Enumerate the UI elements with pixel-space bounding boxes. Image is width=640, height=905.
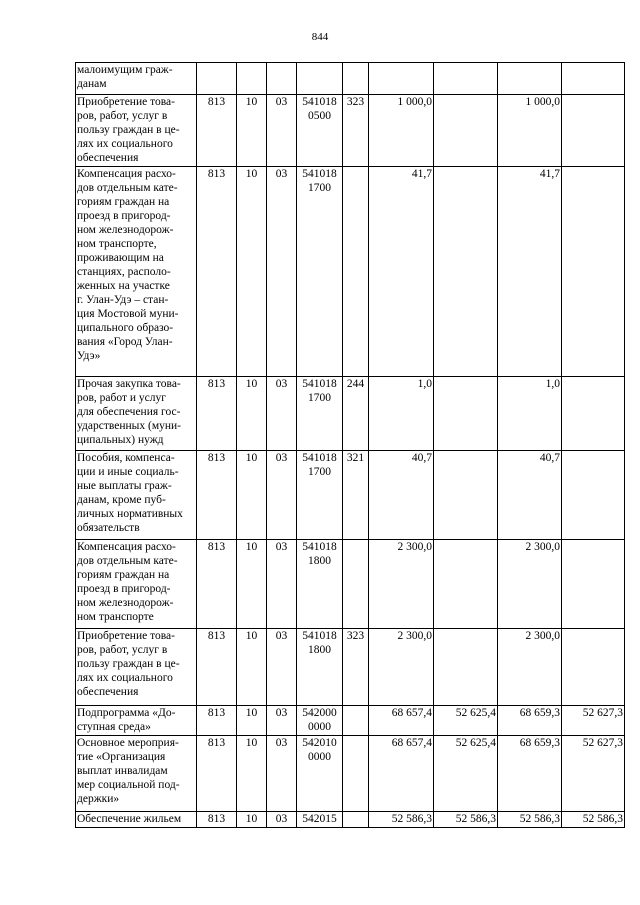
sum-cell: 1,0: [369, 377, 434, 451]
sum-cell: 68 657,4: [369, 736, 434, 812]
rz-cell: 10: [237, 451, 267, 540]
csr-cell: [297, 63, 343, 95]
ved-cell: 813: [197, 736, 237, 812]
sum-cell: 2 300,0: [498, 540, 562, 629]
sum-cell: [434, 540, 498, 629]
sum-cell: 68 659,3: [498, 736, 562, 812]
sum-cell: 52 586,3: [434, 812, 498, 828]
vr-cell: 323: [343, 95, 369, 167]
pr-cell: 03: [267, 167, 297, 377]
vr-cell: 323: [343, 629, 369, 706]
sum-cell: 68 659,3: [498, 706, 562, 736]
row-name-cell: Пособия, компенса- ции и иные социаль- ные выплаты граж- данам, кроме пуб- личных нормативных обязательств: [76, 451, 197, 540]
rz-cell: 10: [237, 95, 267, 167]
sum-cell: 68 657,4: [369, 706, 434, 736]
budget-table: [75, 62, 625, 828]
csr-cell: 542010 0000: [297, 736, 343, 812]
sum-cell: 52 625,4: [434, 736, 498, 812]
sum-cell: 52 625,4: [434, 706, 498, 736]
table-row: [76, 451, 625, 540]
sum-cell: 1 000,0: [369, 95, 434, 167]
sum-cell: [498, 63, 562, 95]
ved-cell: 813: [197, 706, 237, 736]
row-name-cell: малоимущим граж- данам: [76, 63, 197, 95]
table-row: [76, 540, 625, 629]
sum-cell: 2 300,0: [369, 629, 434, 706]
sum-cell: [562, 95, 625, 167]
csr-cell: 541018 0500: [297, 95, 343, 167]
ved-cell: 813: [197, 451, 237, 540]
rz-cell: 10: [237, 167, 267, 377]
ved-cell: 813: [197, 95, 237, 167]
vr-cell: [343, 736, 369, 812]
rz-cell: 10: [237, 706, 267, 736]
sum-cell: 2 300,0: [369, 540, 434, 629]
vr-cell: [343, 540, 369, 629]
sum-cell: [434, 451, 498, 540]
budget-table-body: [76, 63, 625, 828]
csr-cell: 542015: [297, 812, 343, 828]
pr-cell: 03: [267, 736, 297, 812]
table-row: [76, 736, 625, 812]
ved-cell: 813: [197, 540, 237, 629]
row-name-cell: Приобретение това- ров, работ, услуг в пользу граждан в це- лях их социального обеспечения: [76, 629, 197, 706]
sum-cell: 52 586,3: [369, 812, 434, 828]
table-row: [76, 63, 625, 95]
row-name-cell: Компенсация расхо- дов отдельным кате- гориям граждан на проезд в пригород- ном железнодорож- ном транспорте, проживающим на станциях, располо- женных на участке г. Улан-Удэ – стан- ция Мостовой муни- ципального образо- вания «Город Улан- Удэ»: [76, 167, 197, 377]
sum-cell: [434, 629, 498, 706]
csr-cell: 542000 0000: [297, 706, 343, 736]
table-row: [76, 377, 625, 451]
vr-cell: [343, 812, 369, 828]
sum-cell: 52 627,3: [562, 736, 625, 812]
sum-cell: 41,7: [369, 167, 434, 377]
ved-cell: 813: [197, 377, 237, 451]
ved-cell: [197, 63, 237, 95]
vr-cell: 244: [343, 377, 369, 451]
rz-cell: 10: [237, 629, 267, 706]
ved-cell: 813: [197, 629, 237, 706]
rz-cell: 10: [237, 736, 267, 812]
vr-cell: [343, 167, 369, 377]
sum-cell: [434, 63, 498, 95]
sum-cell: [434, 95, 498, 167]
row-name-cell: Обеспечение жильем: [76, 812, 197, 828]
page-number: 844: [311, 31, 329, 43]
ved-cell: 813: [197, 167, 237, 377]
sum-cell: 40,7: [369, 451, 434, 540]
sum-cell: [562, 377, 625, 451]
vr-cell: 321: [343, 451, 369, 540]
csr-cell: 541018 1800: [297, 540, 343, 629]
row-name-cell: Прочая закупка това- ров, работ и услуг для обеспечения гос- ударственных (муни- ципальных) нужд: [76, 377, 197, 451]
rz-cell: 10: [237, 812, 267, 828]
sum-cell: 41,7: [498, 167, 562, 377]
csr-cell: 541018 1800: [297, 629, 343, 706]
table-row: [76, 167, 625, 377]
row-name-cell: Основное мероприя- тие «Организация выплат инвалидам мер социальной под- держки»: [76, 736, 197, 812]
sum-cell: [562, 63, 625, 95]
rz-cell: 10: [237, 377, 267, 451]
sum-cell: 1,0: [498, 377, 562, 451]
pr-cell: 03: [267, 706, 297, 736]
row-name-cell: Приобретение това- ров, работ, услуг в пользу граждан в це- лях их социального обеспечения: [76, 95, 197, 167]
csr-cell: 541018 1700: [297, 377, 343, 451]
sum-cell: [369, 63, 434, 95]
sum-cell: 2 300,0: [498, 629, 562, 706]
rz-cell: 10: [237, 540, 267, 629]
rz-cell: [237, 63, 267, 95]
sum-cell: [434, 377, 498, 451]
table-row: [76, 95, 625, 167]
sum-cell: [562, 451, 625, 540]
csr-cell: 541018 1700: [297, 167, 343, 377]
row-name-cell: Компенсация расхо- дов отдельным кате- гориям граждан на проезд в пригород- ном железнодорож- ном транспорте: [76, 540, 197, 629]
pr-cell: 03: [267, 629, 297, 706]
sum-cell: 1 000,0: [498, 95, 562, 167]
pr-cell: 03: [267, 812, 297, 828]
sum-cell: [562, 167, 625, 377]
vr-cell: [343, 706, 369, 736]
sum-cell: 40,7: [498, 451, 562, 540]
sum-cell: [562, 629, 625, 706]
pr-cell: [267, 63, 297, 95]
ved-cell: 813: [197, 812, 237, 828]
sum-cell: [434, 167, 498, 377]
sum-cell: 52 586,3: [562, 812, 625, 828]
table-row: [76, 629, 625, 706]
row-name-cell: Подпрограмма «До- ступная среда»: [76, 706, 197, 736]
pr-cell: 03: [267, 540, 297, 629]
pr-cell: 03: [267, 451, 297, 540]
vr-cell: [343, 63, 369, 95]
pr-cell: 03: [267, 95, 297, 167]
sum-cell: 52 627,3: [562, 706, 625, 736]
sum-cell: 52 586,3: [498, 812, 562, 828]
pr-cell: 03: [267, 377, 297, 451]
table-row: [76, 706, 625, 736]
table-row: [76, 812, 625, 828]
sum-cell: [562, 540, 625, 629]
csr-cell: 541018 1700: [297, 451, 343, 540]
